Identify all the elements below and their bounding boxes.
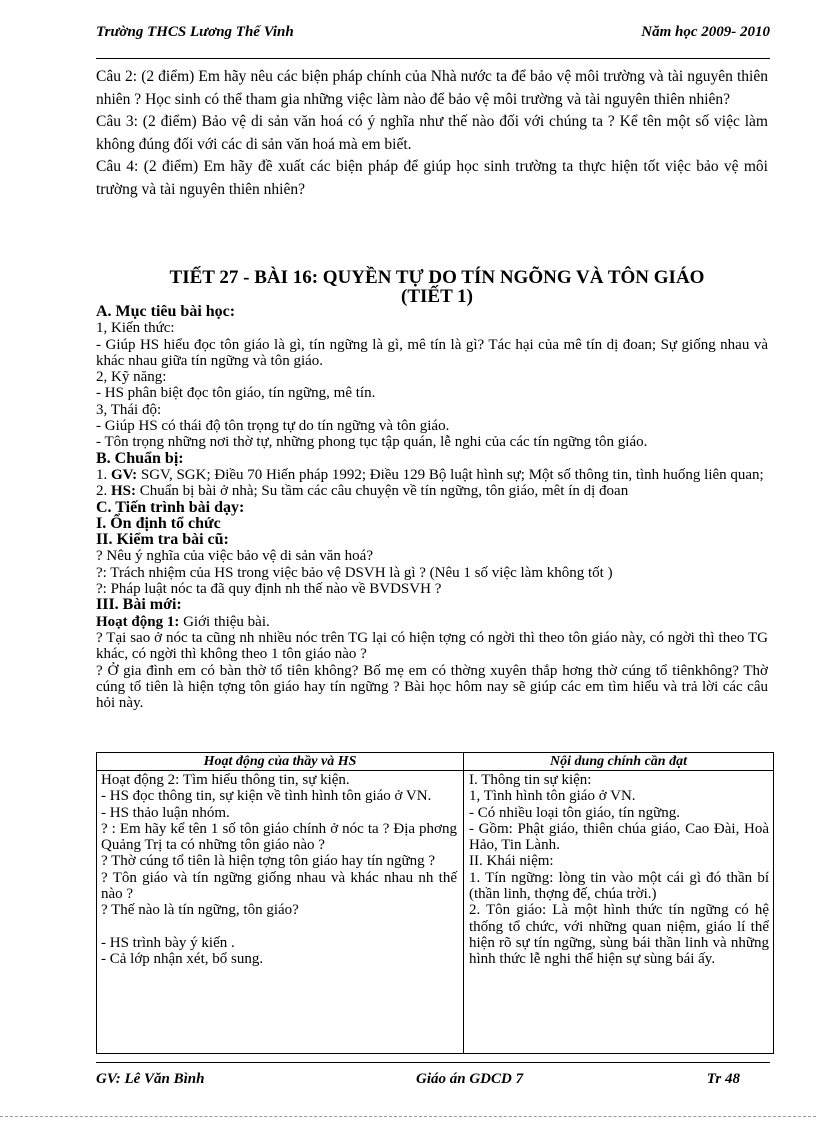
table-cell-line: ? Thế nào là tín ngững, tôn giáo? [101, 902, 299, 919]
lesson-title [96, 268, 778, 306]
question-4: Câu 4: (2 điểm) Em hãy đề xuất các biện pháp để giúp học sinh trường ta thực hiện tốt việc bảo vệ môi trường và tài nguyên thiên nhiên? [96, 158, 768, 198]
table-cell-line: - Gồm: Phật giáo, thiên chúa giáo, Cao Đài, Hoà Hảo, Tin Lành. [469, 820, 769, 854]
table-column-activities [101, 772, 457, 967]
b2-item: 2. HS: Chuẩn bị bài ở nhà; Su tầm các câu chuyện về tín ngững, tôn giáo, mêt ín dị đoan [96, 483, 629, 500]
table-cell-line: - HS trình bày ý kiến . [101, 934, 235, 951]
a2-text: - HS phân biệt đọc tôn giáo, tín ngững, mê tín. [96, 385, 376, 402]
c3-heading: III. Bài mới: [96, 596, 182, 614]
b2-text: Chuẩn bị bài ở nhà; Su tầm các câu chuyện về tín ngững, tôn giáo, mêt ín dị đoan [139, 483, 629, 500]
table-cell-line: - HS đọc thông tin, sự kiện về tình hình tôn giáo ở VN. [101, 788, 432, 805]
a2-heading: 2, Kỹ năng: [96, 369, 167, 386]
a1-heading: 1, Kiến thức: [96, 320, 175, 337]
a1-text: - Giúp HS hiểu đọc tôn giáo là gì, tín ngững là gì, mê tín là gì? Tác hại của mê tín dị đoan; Sự giống nhau và khác nhau giữa tín ngững và tôn giáo. [96, 336, 768, 369]
activity-1-question-2: ? Ở gia đình em có bàn thờ tổ tiên không? Bố mẹ em có thờng xuyên thắp hơng thờ cúng tổ tiênkhông? Thờ cúng tổ tiên là hiện tợng tôn giáo hay tín ngững ? Bài học hôm nay sẽ giúp các em tìm hiểu và trả lời các câu hỏi này. [96, 662, 768, 712]
a3-heading: 3, Thái độ: [96, 401, 162, 418]
lesson-body [96, 304, 768, 711]
table-cell-line: I. Thông tin sự kiện: [469, 772, 592, 788]
footer-subject: Giáo án GDCD 7 [416, 1071, 524, 1087]
header-year: Năm học 2009- 2010 [641, 24, 770, 40]
table-cell-line: II. Khái niệm: [469, 853, 554, 870]
table-cell-spacer [101, 919, 457, 935]
question-2: Câu 2: (2 điểm) Em hãy nêu các biện pháp chính của Nhà nước ta để bảo vệ môi trường và tài nguyên thiên nhiên ? Học sinh có thể tham gia những việc làm nào để bảo vệ môi trường và tài nguyên thiên nhiên? [96, 68, 768, 108]
b2-label: HS: [111, 483, 137, 500]
header-school: Trường THCS Lương Thế Vinh [96, 24, 294, 40]
page-cut-line [0, 1116, 816, 1117]
table-cell-line: 1, Tình hình tôn giáo ở VN. [469, 788, 636, 805]
footer-teacher: GV: Lê Văn Bình [96, 1071, 205, 1087]
table-cell-line: 1. Tín ngững: lòng tin vào một cái gì đó thần bí (thần linh, thợng đế, chúa trời.) [469, 869, 769, 903]
page-header [96, 18, 770, 59]
question-3: Câu 3: (2 điểm) Bảo vệ di sản văn hoá có ý nghĩa như thế nào đối với chúng ta ? Kể tên một số việc làm không đúng đối với các di sản văn hoá mà em biết. [96, 113, 768, 153]
c2-question-1: ? Nêu ý nghĩa của việc bảo vệ di sản văn hoá? [96, 548, 373, 565]
b1-item: 1. GV: SGV, SGK; Điều 70 Hiến pháp 1992; Điều 129 Bộ luật hình sự; Một số thông tin, tình huống liên quan; [96, 466, 764, 483]
section-c-heading: C. Tiến trình bài dạy: [96, 498, 245, 516]
table-cell-line: ? Thờ cúng tổ tiên là hiện tợng tôn giáo hay tín ngững ? [101, 853, 436, 870]
activity-1-text: Giới thiệu bài. [183, 613, 270, 630]
lesson-title-line1: TIẾT 27 - BÀI 16: QUYỀN TỰ DO TÍN NGÕNG VÀ TÔN GIÁO [169, 267, 705, 288]
activity-1-question-1: ? Tại sao ở nóc ta cũng nh nhiều nóc trên TG lại có hiện tợng có ngời thì theo tôn giáo này, có ngời thì theo TG khác, có ngời thì không theo 1 tôn giáo nào ? [96, 629, 768, 663]
c2-heading: II. Kiểm tra bài cũ: [96, 531, 229, 549]
table-cell-line: ? Tôn giáo và tín ngững giống nhau và khác nhau nh thế nào ? [101, 869, 457, 903]
table-header-activities: Hoạt động của thầy và HS [203, 754, 357, 769]
table-header-divider [97, 770, 773, 771]
activity-1-label: Hoạt động 1: [96, 613, 180, 630]
c2-question-3: ?: Pháp luật nóc ta đã quy định nh thế nào về BVDSVH ? [96, 581, 442, 598]
table-column-divider [463, 753, 464, 1053]
table-header-content: Nội dung chính cần đạt [550, 754, 687, 769]
table-cell-line: Hoạt động 2: Tìm hiểu thông tin, sự kiện. [101, 772, 350, 788]
exam-questions [96, 66, 768, 201]
table-cell-line: - Có nhiều loại tôn giáo, tín ngững. [469, 804, 681, 821]
b1-text: SGV, SGK; Điều 70 Hiến pháp 1992; Điều 129 Bộ luật hình sự; Một số thông tin, tình huống liên quan; [140, 466, 764, 483]
table-cell-line: - Cả lớp nhận xét, bổ sung. [101, 950, 264, 967]
b1-label: GV: [111, 466, 138, 483]
a3-text-2: - Tôn trọng những nơi thờ tự, những phong tục tập quán, lễ nghi của các tín ngững tôn giáo. [96, 434, 648, 451]
lesson-title-line2: (TIẾT 1) [401, 286, 473, 307]
table-cell-line: ? : Em hãy kể tên 1 số tôn giáo chính ở nóc ta ? Địa phơng Quảng Trị ta có những tôn giáo nào ? [101, 820, 457, 854]
activity-1 [96, 614, 768, 630]
table-column-content [469, 772, 769, 968]
c2-question-2: ?: Trách nhiệm của HS trong việc bảo vệ DSVH là gì ? (Nêu 1 số việc làm không tốt ) [96, 564, 613, 581]
section-a-heading: A. Mục tiêu bài học: [96, 303, 236, 320]
a3-text-1: - Giúp HS có thái độ tôn trọng tự do tín ngững và tôn giáo. [96, 418, 450, 435]
page-footer [96, 1062, 770, 1093]
lesson-table [96, 752, 774, 1054]
table-cell-line: 2. Tôn giáo: Là một hình thức tín ngững có hệ thống tổ chức, với những quan niệm, giáo lí thể hiện rõ sự tín ngững, sùng bái thần linh và những hình thức lễ nghi thể hiện sự sùng bái ấy. [469, 902, 769, 968]
footer-page-number: Tr 48 [706, 1071, 740, 1087]
section-b-heading: B. Chuẩn bị: [96, 449, 184, 467]
c1-heading: I. Ổn định tổ chức [96, 514, 221, 532]
table-cell-line: - HS thảo luận nhóm. [101, 804, 230, 821]
